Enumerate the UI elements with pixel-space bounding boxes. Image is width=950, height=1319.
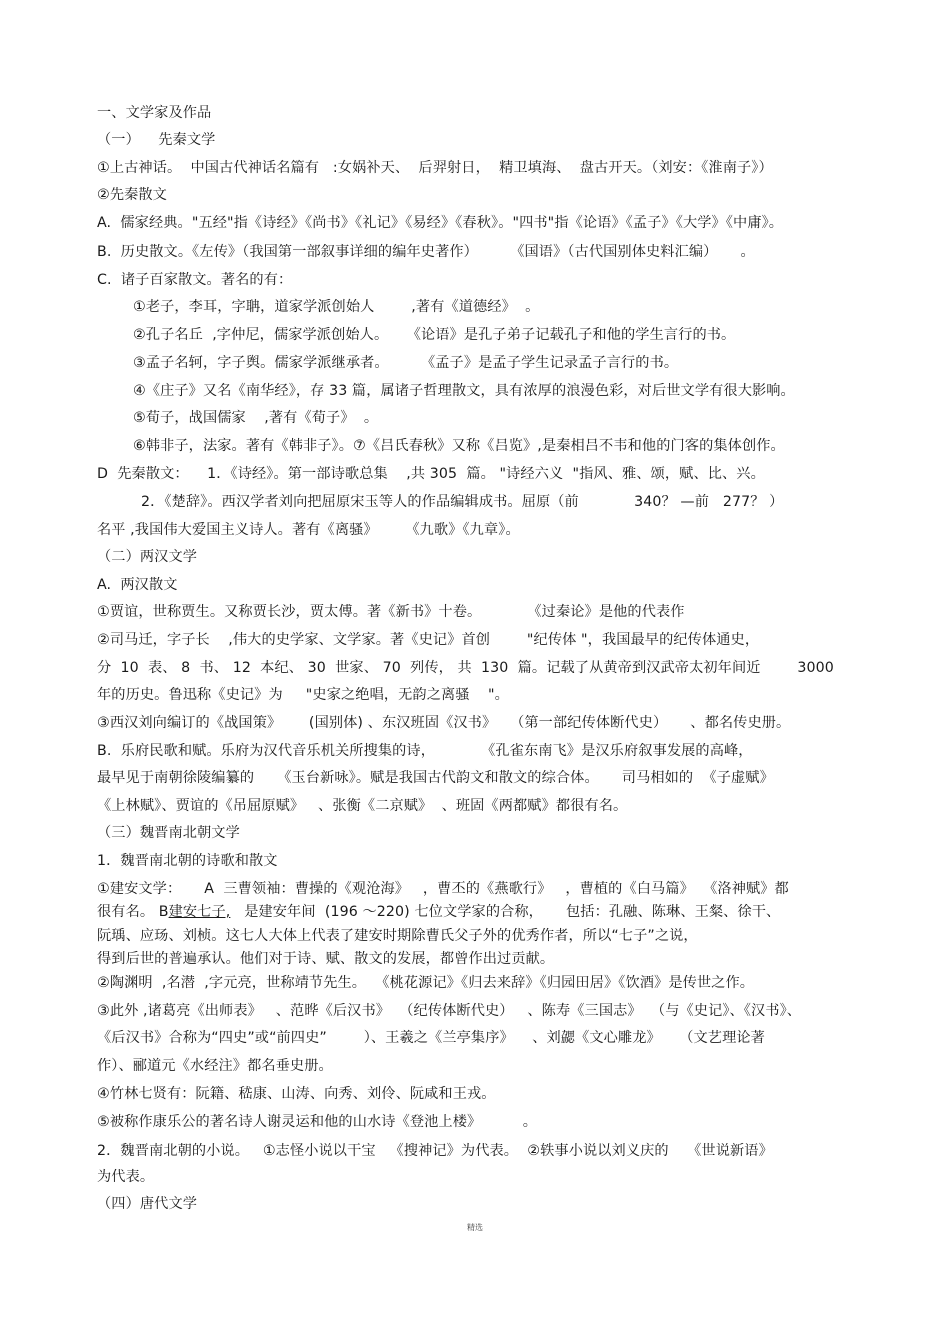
subsection-heading: （一） 先秦文学: [97, 132, 216, 148]
text-line: ④竹林七贤有：阮籍、嵇康、山涛、向秀、刘伶、阮咸和王戎。: [97, 1086, 496, 1102]
subsection-heading: （三）魏晋南北朝文学: [97, 825, 240, 841]
text-line: B. 历史散文。《左传》（我国第一部叙事详细的编年史著作） 《国语》（古代国别体史料汇编） 。: [97, 244, 755, 260]
text-line: 年的历史。鲁迅称《史记》为 "史家之绝唱，无韵之离骚 "。: [97, 687, 509, 703]
text-line: ⑥韩非子，法家。著有《韩非子》。⑦《吕氏春秋》又称《吕览》,是秦相吕不韦和他的门客的集体创作。: [133, 438, 785, 454]
text-fragment: 是建安年间 (196 ～220) 七位文学家的合称， 包括：孔融、陈琳、王粲、徐干、: [230, 904, 781, 920]
text-line: 2．《楚辞》。西汉学者刘向把屈原宋玉等人的作品编辑成书。屈原（前 340？ —前 277？ ）: [141, 494, 784, 510]
text-line: D 先秦散文： 1．《诗经》。第一部诗歌总集 ,共 305 篇。 "诗经六义 "指风、雅、颂，赋、比、兴。: [97, 466, 765, 482]
text-line: ①贾谊，世称贾生。又称贾长沙，贾太傅。著《新书》十卷。 《过秦论》是他的代表作: [97, 604, 685, 620]
text-line: ②孔子名丘 ,字仲尼，儒家学派创始人。 《论语》是孔子弟子记载孔子和他的学生言行的书。: [133, 327, 736, 343]
text-line: ③孟子名轲，字子舆。儒家学派继承者。 《孟子》是孟子学生记录孟子言行的书。: [133, 355, 679, 371]
text-line: 1．魏晋南北朝的诗歌和散文: [97, 853, 278, 869]
text-line: A. 儒家经典。"五经"指《诗经》《尚书》《礼记》《易经》《春秋》。"四书"指《论语》《孟子》《大学》《中庸》。: [97, 215, 784, 231]
text-line: 《上林赋》、贾谊的《吊屈原赋》 、张衡《二京赋》 、班固《两都赋》都很有名。: [97, 798, 628, 814]
subsection-heading: （二）两汉文学: [97, 549, 198, 565]
text-line: 2．魏晋南北朝的小说。 ①志怪小说以干宝 《搜神记》为代表。 ②轶事小说以刘义庆的 《世说新语》: [97, 1143, 773, 1159]
text-line: ③西汉刘向编订的《战国策》 (国别体) 、东汉班固《汉书》 （第一部纪传体断代史） 、都名传史册。: [97, 715, 791, 731]
text-line: ②司马迁，字子长 ,伟大的史学家、文学家。著《史记》首创 "纪传体 "，我国最早的纪传体通史，: [97, 632, 760, 648]
text-fragment: 很有名。 B: [97, 904, 169, 920]
text-line: 为代表。: [97, 1169, 155, 1185]
text-line: ①建安文学： A 三曹领袖：曹操的《观沧海》 ，曹丕的《燕歌行》 ，曹植的《白马篇》 《洛神赋》都: [97, 881, 789, 897]
text-line: 作）、郦道元《水经注》都名垂史册。: [97, 1058, 333, 1074]
text-line: ⑤荀子，战国儒家 ,著有《荀子》 。: [133, 410, 379, 426]
text-line: ①上古神话。 中国古代神话名篇有 :女娲补天、 后羿射日， 精卫填海、 盘古开天。（刘安：《淮南子》）: [97, 160, 773, 176]
text-line: ③此外 ,诸葛亮《出师表》 、范晔《后汉书》 （纪传体断代史） 、陈寿《三国志》 （与《史记》、《汉书》、: [97, 1003, 802, 1019]
text-line: A. 两汉散文: [97, 577, 178, 593]
text-line: 《后汉书》合称为“四史”或“前四史” ）、王羲之《兰亭集序》 、刘勰《文心雕龙》 （文艺理论著: [97, 1030, 765, 1046]
text-line: C. 诸子百家散文。著名的有：: [97, 272, 293, 288]
page-footer: 精选: [467, 1223, 483, 1232]
text-line: 阮瑀、应玚、刘桢。这七人大体上代表了建安时期除曹氏父子外的优秀作者，所以“七子”之说，: [97, 928, 698, 944]
text-line: B. 乐府民歌和赋。乐府为汉代音乐机关所搜集的诗， 《孔雀东南飞》是汉乐府叙事发展的高峰，: [97, 743, 753, 759]
text-line: [97, 903, 780, 921]
text-line: 名平 ,我国伟大爱国主义诗人。著有《离骚》 《九歌》《九章》。: [97, 522, 520, 538]
text-line: ②先秦散文: [97, 187, 167, 203]
text-line: ④《庄子》又名《南华经》，存 33 篇，属诸子哲理散文，具有浓厚的浪漫色彩，对后世文学有很大影响。: [133, 383, 795, 399]
text-line: 最早见于南朝徐陵编纂的 《玉台新咏》。赋是我国古代韵文和散文的综合体。 司马相如的 《子虚赋》: [97, 770, 774, 786]
subsection-heading: （四）唐代文学: [97, 1196, 198, 1212]
underlined-term: 建安七子,: [168, 904, 231, 920]
text-line: ①老子，李耳，字聃，道家学派创始人 ,著有《道德经》 。: [133, 299, 540, 315]
text-line: 分 10 表、 8 书、 12 本纪、 30 世家、 70 列传， 共 130 篇。记载了从黄帝到汉武帝太初年间近 3000: [97, 660, 834, 676]
text-line: 得到后世的普遍承认。他们对于诗、赋、散文的发展，都曾作出过贡献。: [97, 951, 555, 967]
text-line: ⑤被称作康乐公的著名诗人谢灵运和他的山水诗《登池上楼》 。: [97, 1114, 538, 1130]
text-line: ②陶渊明 ,名潜 ,字元亮，世称靖节先生。 《桃花源记》《归去来辞》《归园田居》《饮酒》是传世之作。: [97, 975, 755, 991]
section-heading: 一、文学家及作品: [97, 105, 212, 121]
